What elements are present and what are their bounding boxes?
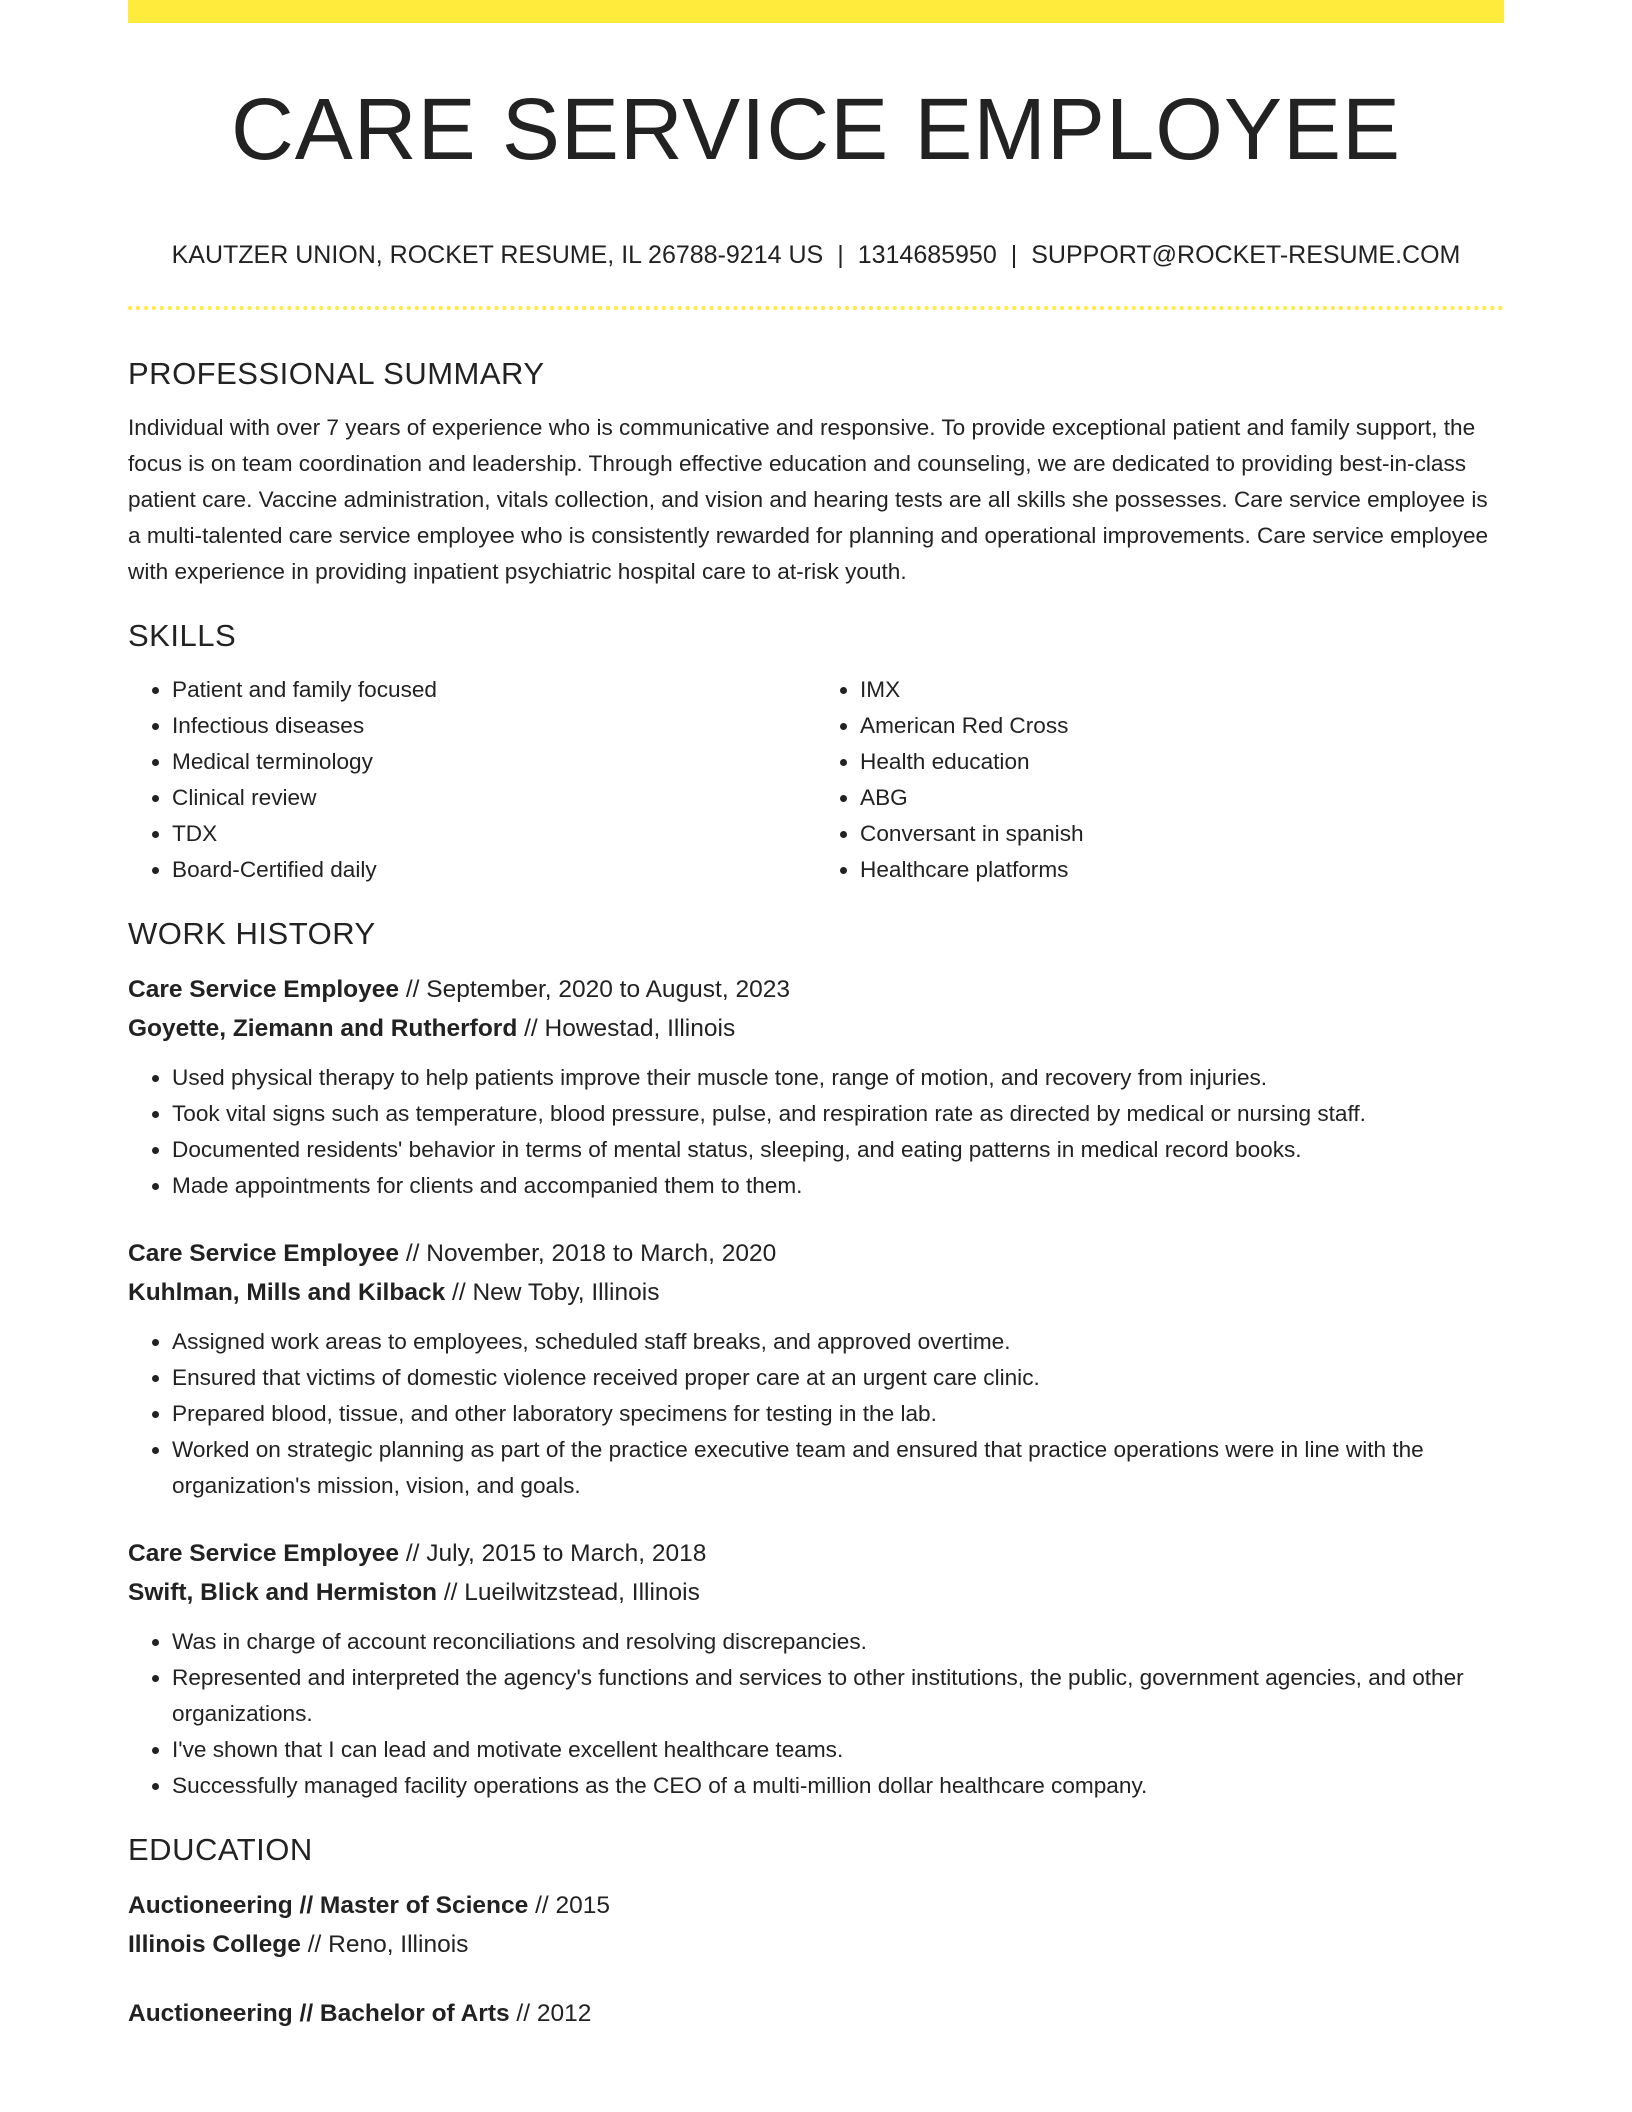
- job-bullet: • Worked on strategic planning as part of the practice executive team and ensured that practice operations were in line with the organization's mission, vision, and goals.: [172, 1432, 1504, 1504]
- delimiter: //: [528, 1892, 556, 1919]
- accent-bar: [128, 0, 1504, 23]
- job-entry: [128, 970, 1504, 1204]
- job-role-line: [128, 970, 1504, 1009]
- job-dates: September, 2020 to August, 2023: [426, 976, 790, 1003]
- job-bullet: • Made appointments for clients and accompanied them to them.: [172, 1168, 1504, 1204]
- contact-separator: |: [837, 241, 844, 269]
- summary-heading: PROFESSIONAL SUMMARY: [128, 356, 545, 391]
- delimiter: //: [399, 1240, 427, 1267]
- job-company-line: [128, 1573, 1504, 1612]
- job-company: Kuhlman, Mills and Kilback: [128, 1279, 446, 1306]
- education-school: Illinois College: [128, 1931, 301, 1958]
- skill-item: • Board-Certified daily: [172, 852, 816, 888]
- resume-page: [128, 0, 1504, 2112]
- job-role: Care Service Employee: [128, 976, 400, 1003]
- contact-phone: 1314685950: [857, 241, 997, 269]
- skill-item: • Clinical review: [172, 780, 816, 816]
- work-history-heading: WORK HISTORY: [128, 916, 376, 951]
- job-location: New Toby, Illinois: [472, 1279, 660, 1306]
- skill-item: • Healthcare platforms: [860, 852, 1504, 888]
- job-bullet: • Prepared blood, tissue, and other laboratory specimens for testing in the lab.: [172, 1396, 1504, 1432]
- delimiter: //: [399, 976, 427, 1003]
- job-bullet: • Ensured that victims of domestic violence received proper care at an urgent care clinic.: [172, 1360, 1504, 1396]
- skills-heading: SKILLS: [128, 618, 237, 653]
- education-degree-line: [128, 1994, 1504, 2033]
- skill-item: • American Red Cross: [860, 708, 1504, 744]
- job-company-line: [128, 1009, 1504, 1048]
- skill-item: • Health education: [860, 744, 1504, 780]
- contact-email: SUPPORT@ROCKET-RESUME.COM: [1031, 241, 1461, 269]
- job-role-line: [128, 1534, 1504, 1573]
- skill-item: • IMX: [860, 672, 1504, 708]
- resume-name: CARE SERVICE EMPLOYEE: [230, 81, 1402, 178]
- job-company-line: [128, 1273, 1504, 1312]
- job-bullet: • I've shown that I can lead and motivate excellent healthcare teams.: [172, 1732, 1504, 1768]
- resume-content: [128, 350, 1504, 2063]
- job-role: Care Service Employee: [128, 1240, 400, 1267]
- contact-line: [128, 237, 1504, 273]
- job-role-line: [128, 1234, 1504, 1273]
- job-dates: November, 2018 to March, 2020: [426, 1240, 777, 1267]
- summary-text: Individual with over 7 years of experience who is communicative and responsive. To provide exceptional patient and family support, the focus is on team coordination and leadership. Through effective education and counseling, we are dedicated to providing best-in-class patient care. Vaccine administration, vitals collection, and vision and hearing tests are all skills she possesses. Care service employee is a multi-talented care service employee who is consistently rewarded for planning and operational improvements. Care service employee with experience in providing inpatient psychiatric hospital care to at-risk youth.: [128, 415, 1489, 584]
- job-role: Care Service Employee: [128, 1540, 400, 1567]
- job-company: Swift, Blick and Hermiston: [128, 1579, 438, 1606]
- delimiter: //: [517, 1015, 545, 1042]
- job-location: Howestad, Illinois: [544, 1015, 736, 1042]
- education-year: 2015: [555, 1892, 611, 1919]
- job-bullet: • Documented residents' behavior in terms of mental status, sleeping, and eating patterns in medical record books.: [172, 1132, 1504, 1168]
- education-entry: [128, 1886, 1504, 1964]
- delimiter: //: [399, 1540, 427, 1567]
- job-bullet: • Was in charge of account reconciliations and resolving discrepancies.: [172, 1624, 1504, 1660]
- job-entry: [128, 1534, 1504, 1804]
- job-bullets: [128, 1060, 1504, 1204]
- education-degree: Auctioneering // Master of Science: [128, 1892, 529, 1919]
- job-company: Goyette, Ziemann and Rutherford: [128, 1015, 518, 1042]
- education-entry: [128, 1994, 1504, 2033]
- skill-item: • TDX: [172, 816, 816, 852]
- job-entry: [128, 1234, 1504, 1504]
- delimiter: //: [300, 1931, 329, 1958]
- skills-column-left: [128, 672, 816, 888]
- skill-item: • Patient and family focused: [172, 672, 816, 708]
- education-degree-line: [128, 1886, 1504, 1925]
- delimiter: //: [445, 1279, 473, 1306]
- skills-list: [128, 672, 1504, 888]
- contact-separator: |: [1010, 241, 1018, 269]
- education-heading: EDUCATION: [128, 1832, 313, 1867]
- job-location: Lueilwitzstead, Illinois: [464, 1579, 700, 1606]
- job-bullet: • Assigned work areas to employees, scheduled staff breaks, and approved overtime.: [172, 1324, 1504, 1360]
- skill-item: • ABG: [860, 780, 1504, 816]
- delimiter: //: [437, 1579, 465, 1606]
- job-bullet: • Used physical therapy to help patients improve their muscle tone, range of motion, and recovery from injuries.: [172, 1060, 1504, 1096]
- job-bullets: [128, 1324, 1504, 1504]
- education-school-line: [128, 1925, 1504, 1964]
- skill-item: • Infectious diseases: [172, 708, 816, 744]
- job-bullet: • Successfully managed facility operations as the CEO of a multi-million dollar healthcare company.: [172, 1768, 1504, 1804]
- education-degree: Auctioneering // Bachelor of Arts: [128, 2000, 510, 2027]
- contact-address: KAUTZER UNION, ROCKET RESUME, IL 26788-9214 US: [171, 241, 824, 269]
- delimiter: //: [509, 2000, 537, 2027]
- job-bullets: [128, 1624, 1504, 1804]
- job-bullet: • Took vital signs such as temperature, blood pressure, pulse, and respiration rate as directed by medical or nursing staff.: [172, 1096, 1504, 1132]
- skill-item: • Medical terminology: [172, 744, 816, 780]
- skill-item: • Conversant in spanish: [860, 816, 1504, 852]
- skills-column-right: [816, 672, 1504, 888]
- education-location: Reno, Illinois: [328, 1931, 469, 1958]
- job-dates: July, 2015 to March, 2018: [426, 1540, 707, 1567]
- dotted-divider: [128, 306, 1504, 310]
- job-bullet: • Represented and interpreted the agency's functions and services to other institutions, the public, government agencies, and other organizations.: [172, 1660, 1504, 1732]
- education-year: 2012: [536, 2000, 592, 2027]
